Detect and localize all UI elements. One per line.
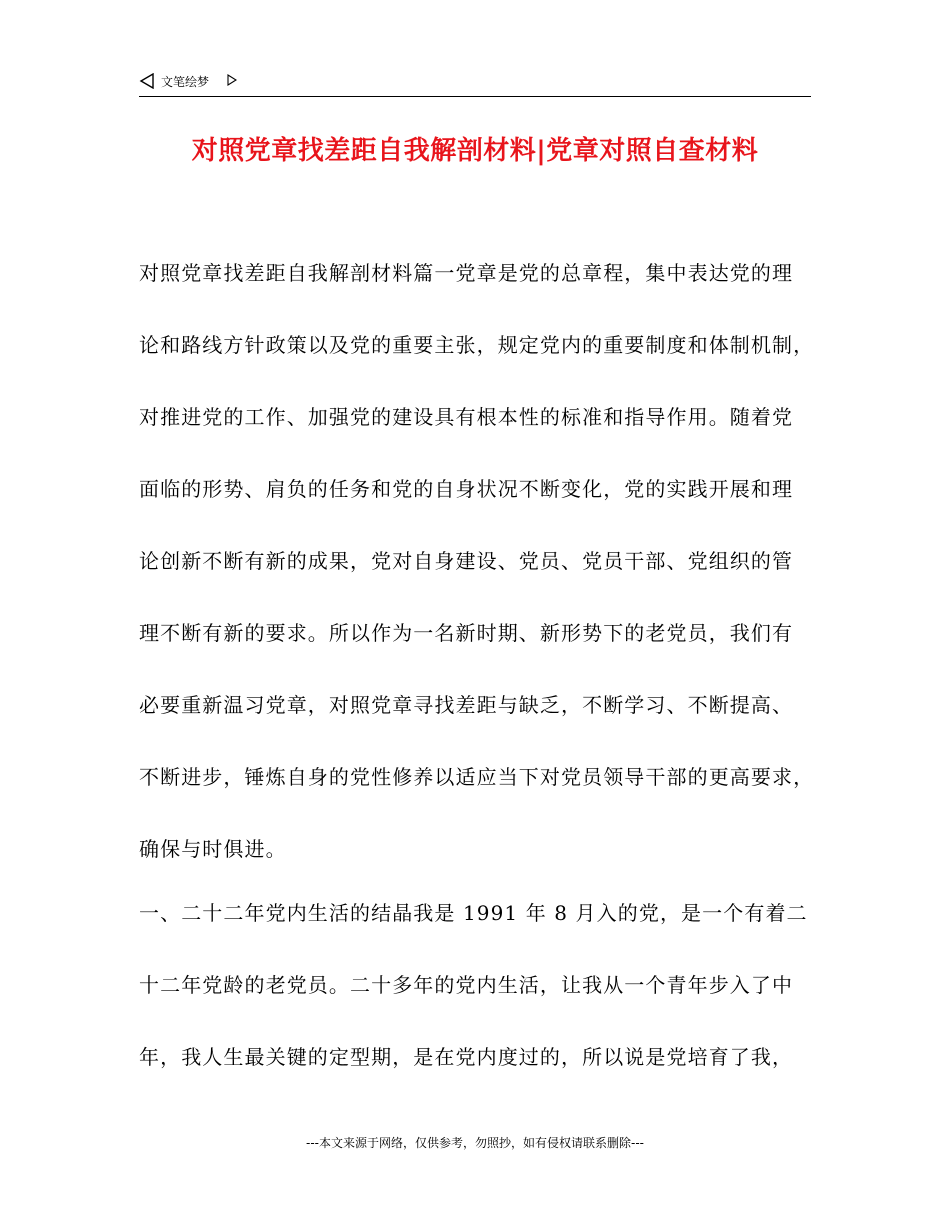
paragraph-line: 论创新不断有新的成果，党对自身建设、党员、党员干部、党组织的管 bbox=[139, 549, 794, 573]
header-brand: 文笔绘梦 bbox=[161, 75, 210, 89]
triangle-left-icon bbox=[139, 73, 155, 89]
paragraph-line: 对照党章找差距自我解剖材料篇一党章是党的总章程，集中表达党的理 bbox=[139, 261, 794, 285]
paragraph-line: 年，我人生最关键的定型期，是在党内度过的，所以说是党培育了我， bbox=[139, 1045, 794, 1069]
paragraph-line: 不断进步，锤炼自身的党性修养以适应当下对党员领导干部的更高要求， bbox=[139, 765, 815, 789]
paragraph-line: 对推进党的工作、加强党的建设具有根本性的标准和指导作用。随着党 bbox=[139, 405, 794, 429]
paragraph-line: 必要重新温习党章，对照党章寻找差距与缺乏，不断学习、不断提高、 bbox=[139, 693, 794, 717]
document-title: 对照党章找差距自我解剖材料|党章对照自查材料 bbox=[191, 136, 759, 166]
paragraph-line: 理不断有新的要求。所以作为一名新时期、新形势下的老党员，我们有 bbox=[139, 621, 794, 645]
paragraph-line: 确保与时俱进。 bbox=[139, 837, 287, 861]
page-footer: ---本文来源于网络，仅供参考，勿照抄，如有侵权请联系删除--- bbox=[306, 1136, 644, 1150]
paragraph-line: 面临的形势、肩负的任务和党的自身状况不断变化，党的实践开展和理 bbox=[139, 477, 794, 501]
paragraph-line: 十二年党龄的老党员。二十多年的党内生活，让我从一个青年步入了中 bbox=[139, 973, 794, 997]
paragraph-line: 一、二十二年党内生活的结晶我是 1991 年 8 月入的党，是一个有着二 bbox=[139, 901, 808, 925]
page-header bbox=[139, 72, 811, 97]
paragraph-line: 论和路线方针政策以及党的重要主张，规定党内的重要制度和体制机制， bbox=[139, 333, 815, 357]
triangle-right-icon bbox=[227, 74, 237, 86]
